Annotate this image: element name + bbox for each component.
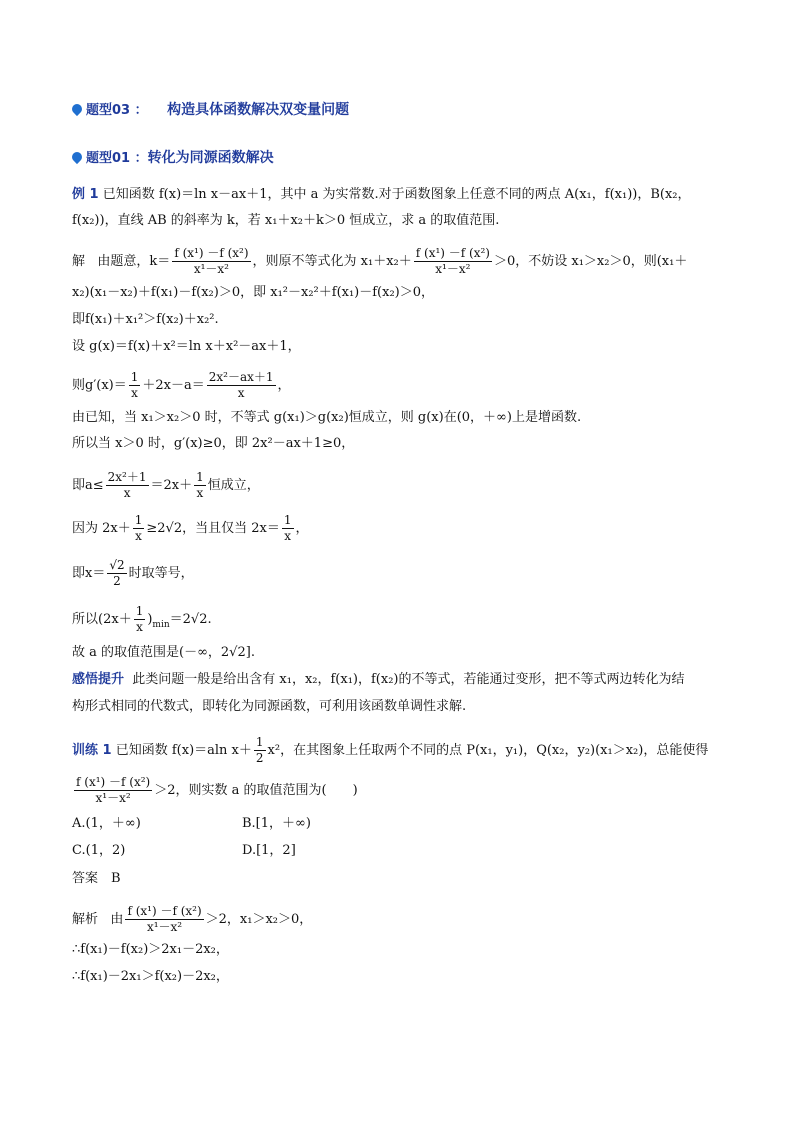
- location-pin-icon: [70, 102, 84, 116]
- solution-line-2: [72, 283, 434, 303]
- solution-text: ): [147, 612, 153, 627]
- fraction-numerator: f (x¹) －f (x²): [415, 246, 490, 260]
- fraction-numerator: 2x²＋1: [107, 470, 147, 484]
- solution-text: ＞0，不妨设 x₁＞x₂＞0，则(x₁＋: [493, 254, 688, 269]
- fraction-denominator: x¹－x²: [193, 262, 229, 276]
- fraction-denominator: 2: [113, 574, 121, 588]
- solution-text: ＝2√2.: [169, 612, 212, 627]
- fraction: [133, 513, 145, 544]
- option-c[interactable]: [72, 841, 125, 861]
- analysis-line-3: [72, 967, 229, 987]
- solution-text: 即a≤: [72, 478, 104, 493]
- solution-text: x₂)(x₁－x₂)＋f(x₁)－f(x₂)＞0，即 x₁²－x₂²＋f(x₁)－f(x₂)＞0，: [72, 285, 435, 300]
- heading-tag: 题型03 ：: [86, 103, 148, 118]
- example-text: 已知函数 f(x)＝ln x－ax＋1，其中 a 为实常数.对于函数图象上任意不同的两点 A(x₁，f(x₁))，B(x₂，: [102, 187, 691, 202]
- fraction-denominator: x: [131, 386, 138, 400]
- solution-line-12: [72, 643, 255, 663]
- fraction-denominator: 2: [255, 751, 264, 765]
- fraction-numerator: 1: [196, 470, 204, 484]
- option-a[interactable]: [72, 814, 141, 834]
- analysis-text: ∴f(x₁)－f(x₂)＞2x₁－2x₂，: [72, 942, 229, 957]
- fraction-denominator: x: [284, 529, 292, 543]
- insight-text: 构形式相同的代数式，即转化为同源函数，可利用该函数单调性求解.: [72, 699, 467, 714]
- fraction-numerator: f (x¹) －f (x²): [76, 775, 151, 789]
- solution-text: ，则原不等式化为 x₁＋x₂＋: [252, 254, 412, 269]
- heading-tag: 题型01 ：: [86, 151, 148, 166]
- solution-text: 即f(x₁)＋x₁²＞f(x₂)＋x₂².: [72, 312, 219, 327]
- practice-label: 训练 1: [72, 743, 112, 758]
- analysis-label: 解析: [72, 912, 99, 927]
- fraction-numerator: 1: [135, 604, 144, 618]
- solution-line-3: [72, 310, 219, 330]
- fraction-numerator: 1: [283, 513, 292, 527]
- solution-text: 时取等号，: [128, 566, 194, 581]
- section-heading-type03: [72, 100, 349, 121]
- insight-line-1: [72, 670, 685, 690]
- analysis-text: ＞2，x₁＞x₂＞0，: [205, 912, 313, 927]
- fraction: [282, 513, 294, 544]
- solution-line-9: [72, 513, 309, 544]
- fraction: [254, 735, 266, 766]
- option-d[interactable]: [242, 841, 296, 861]
- practice-line-2: [72, 775, 358, 806]
- solution-text: 设 g(x)＝f(x)＋x²＝ln x＋x²－ax＋1，: [72, 339, 301, 354]
- practice-text: 已知函数 f(x)＝aln x＋: [115, 743, 252, 758]
- fraction-numerator: 1: [134, 513, 143, 527]
- solution-text: (2x＋: [98, 612, 132, 627]
- fraction: [207, 370, 276, 401]
- solution-line-7: [72, 434, 354, 454]
- analysis-line-2: [72, 940, 229, 960]
- option-a-text: A.(1，＋∞): [72, 816, 141, 831]
- solution-line-5: [72, 370, 291, 401]
- fraction-denominator: x¹－x²: [435, 262, 471, 276]
- fraction-denominator: x: [123, 486, 131, 500]
- solution-text: ，: [277, 378, 291, 393]
- example-text: f(x₂))，直线 AB 的斜率为 k，若 x₁＋x₂＋k＞0 恒成立，求 a 的取值范围.: [72, 213, 500, 228]
- solution-text: 因为 2x＋: [72, 521, 131, 536]
- solution-text: ＋2x－a＝: [142, 378, 205, 393]
- fraction-denominator: x¹－x²: [146, 920, 183, 934]
- solution-line-8: [72, 470, 260, 501]
- insight-line-2: [72, 697, 466, 717]
- solution-text: 则g′(x)＝: [72, 378, 127, 393]
- solution-text: 恒成立，: [207, 478, 260, 493]
- fraction: [129, 370, 141, 401]
- solution-text: 故 a 的取值范围是(－∞，2√2].: [72, 645, 255, 660]
- section-heading-type01: [72, 148, 274, 169]
- fraction: [74, 775, 152, 806]
- insight-label: 感悟提升: [72, 672, 125, 687]
- solution-text: ＝2x＋: [150, 478, 193, 493]
- fraction: [125, 904, 203, 935]
- example-line-2: [72, 211, 499, 231]
- fraction-numerator: 1: [130, 370, 139, 384]
- solution-text: ，: [295, 521, 309, 536]
- fraction: [194, 470, 206, 501]
- fraction-denominator: x: [136, 620, 143, 634]
- fraction-denominator: x: [196, 486, 204, 500]
- fraction-numerator: f (x¹) －f (x²): [127, 904, 202, 918]
- solution-label: 解: [72, 254, 86, 269]
- solution-line-6: [72, 408, 581, 428]
- answer-line: [72, 869, 121, 889]
- fraction: [414, 246, 492, 277]
- fraction-numerator: √2: [109, 558, 125, 572]
- practice-line-1: [72, 735, 708, 766]
- fraction: [107, 558, 126, 589]
- analysis-text: 由: [110, 912, 124, 927]
- fraction-numerator: 1: [255, 735, 264, 749]
- fraction: [134, 604, 146, 635]
- solution-text: 所以当 x＞0 时，g′(x)≥0，即 2x²－ax＋1≥0，: [72, 436, 355, 451]
- option-d-text: D.[1，2]: [242, 843, 296, 858]
- location-pin-icon: [70, 150, 84, 164]
- solution-text: 即x＝: [72, 566, 106, 581]
- fraction: [106, 470, 149, 501]
- fraction-denominator: x¹－x²: [95, 791, 131, 805]
- fraction-numerator: 2x²－ax＋1: [208, 370, 274, 384]
- example-line-1: [72, 185, 691, 205]
- option-c-text: C.(1，2): [72, 843, 126, 858]
- fraction-numerator: f (x¹) －f (x²): [174, 246, 249, 260]
- subscript-min: min: [152, 620, 170, 630]
- analysis-text: ∴f(x₁)－2x₁＞f(x₂)－2x₂，: [72, 969, 229, 984]
- heading-title: 构造具体函数解决双变量问题: [167, 102, 350, 118]
- option-b[interactable]: [242, 814, 311, 834]
- solution-line-1: [72, 246, 687, 277]
- solution-text: 由题意，k＝: [97, 254, 171, 269]
- fraction-denominator: x: [237, 386, 245, 400]
- analysis-line-1: [72, 904, 312, 935]
- solution-text: 所以: [72, 612, 99, 627]
- insight-text: 此类问题一般是给出含有 x₁，x₂，f(x₁)，f(x₂)的不等式，若能通过变形，把不等式两边转化为结: [132, 672, 685, 687]
- practice-text: ＞2，则实数 a 的取值范围为( ): [154, 783, 358, 798]
- solution-text: ≥2√2，当且仅当 2x＝: [146, 521, 280, 536]
- solution-line-11: [72, 604, 212, 635]
- practice-text: x²，在其图象上任取两个不同的点 P(x₁，y₁)，Q(x₂，y₂)(x₁＞x₂)，总能使得: [267, 743, 709, 758]
- fraction-denominator: x: [135, 529, 142, 543]
- heading-title: 转化为同源函数解决: [147, 150, 274, 166]
- solution-line-4: [72, 337, 301, 357]
- answer-text: 答案 B: [72, 871, 121, 886]
- solution-line-10: [72, 558, 194, 589]
- fraction: [172, 246, 250, 277]
- solution-text: 由已知，当 x₁＞x₂＞0 时，不等式 g(x₁)＞g(x₂)恒成立，则 g(x)在(0，＋∞)上是增函数.: [72, 410, 582, 425]
- option-b-text: B.[1，＋∞): [242, 816, 311, 831]
- example-label: 例 1: [72, 187, 99, 202]
